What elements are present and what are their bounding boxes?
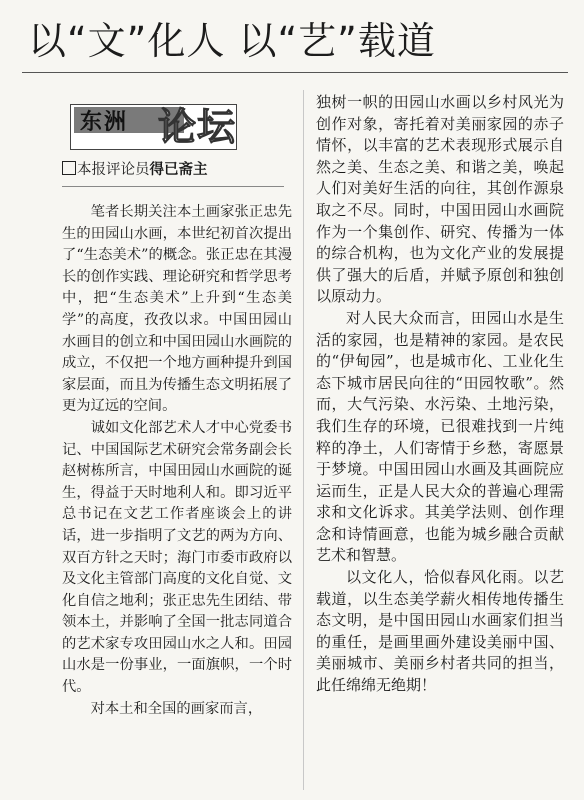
column-logo (70, 98, 270, 150)
square-marker-icon (62, 161, 76, 175)
byline-label: 本报评论员 (77, 162, 150, 178)
byline (62, 160, 292, 180)
headline-divider (22, 72, 568, 73)
column-divider (303, 90, 304, 790)
right-column (316, 92, 564, 792)
article-paragraph: 笔者长期关注本土画家张正忠先生的田园山水画，本世纪初首次提出了“生态美术”的概念。张正忠在其漫长的创作实践、理论研究和哲学思考中，把“生态美术”上升到“生态美学”的高度，孜孜以求。中国田园山水画目的创立和中国田园山水画院的成立，不仅把一个地方画种提升到国家层面，而且为传播生态文明拓展了更为辽远的空间。 (62, 204, 292, 415)
left-article-body (62, 202, 292, 720)
byline-author: 得已斋主 (149, 162, 208, 178)
headline: 以“文”化人 以“艺”载道 (28, 19, 436, 63)
right-article-body (316, 92, 564, 697)
byline-divider (62, 186, 284, 187)
article-paragraph: 诚如文化部艺术人才中心党委书记、中国国际艺术研究会常务副会长赵树栋所言，中国田园山水画院的诞生，得益于天时地利人和。即习近平总书记在文艺工作者座谈会上的讲话，进一步指明了文艺的两为方向、双百方针之天时；海门市委市政府以及文化主管部门高度的文化自觉、文化自信之地利；张正忠先生团结、带领本土，并影响了全国一批志同道合的艺术家专攻田园山水之人和。田园山水是一份事业，一面旗帜，一个时代。 (62, 419, 292, 696)
left-column (62, 92, 292, 792)
column-name-left: 东洲 (80, 110, 129, 135)
article-paragraph-continued: 独树一帜的田园山水画以乡村风光为创作对象，寄托着对美丽家园的赤子情怀，以丰富的艺术表现形式展示自然之美、生态之美、和谐之美，唤起人们对美好生活的向往，其创作源泉取之不尽。同时，中国田园山水画院作为一个集创作、研究、传播为一体的综合机构，也为文化产业的发展提供了强大的后盾，并赋予原创和独创以原动力。 (316, 93, 564, 306)
article-paragraph: 对人民大众而言，田园山水是生活的家园，也是精神的家园。是农民的“伊甸园”，也是城市化、工业化生态下城市居民向往的“田园牧歌”。然而，大气污染、水污染、土地污染，我们生存的环境，已很难找到一片纯粹的净土，人们寄情于乡愁，寄愿景于梦境。中国田园山水画及其画院应运而生，正是人民大众的普遍心理需求和文化诉求。其美学法则、创作理念和诗情画意，也能为城乡融合贡献艺术和智慧。 (316, 308, 564, 565)
column-name-right: 论坛 (158, 105, 237, 149)
article-paragraph: 对本土和全国的画家而言， (90, 700, 263, 717)
article-paragraph: 以文化人，恰似春风化雨。以艺载道，以生态美学薪火相传地传播生态文明，是中国田园山水画家们担当的重任，是画里画外建设美丽中国、美丽城市、美丽乡村者共同的担当，此任绵绵无绝期！ (316, 568, 564, 695)
